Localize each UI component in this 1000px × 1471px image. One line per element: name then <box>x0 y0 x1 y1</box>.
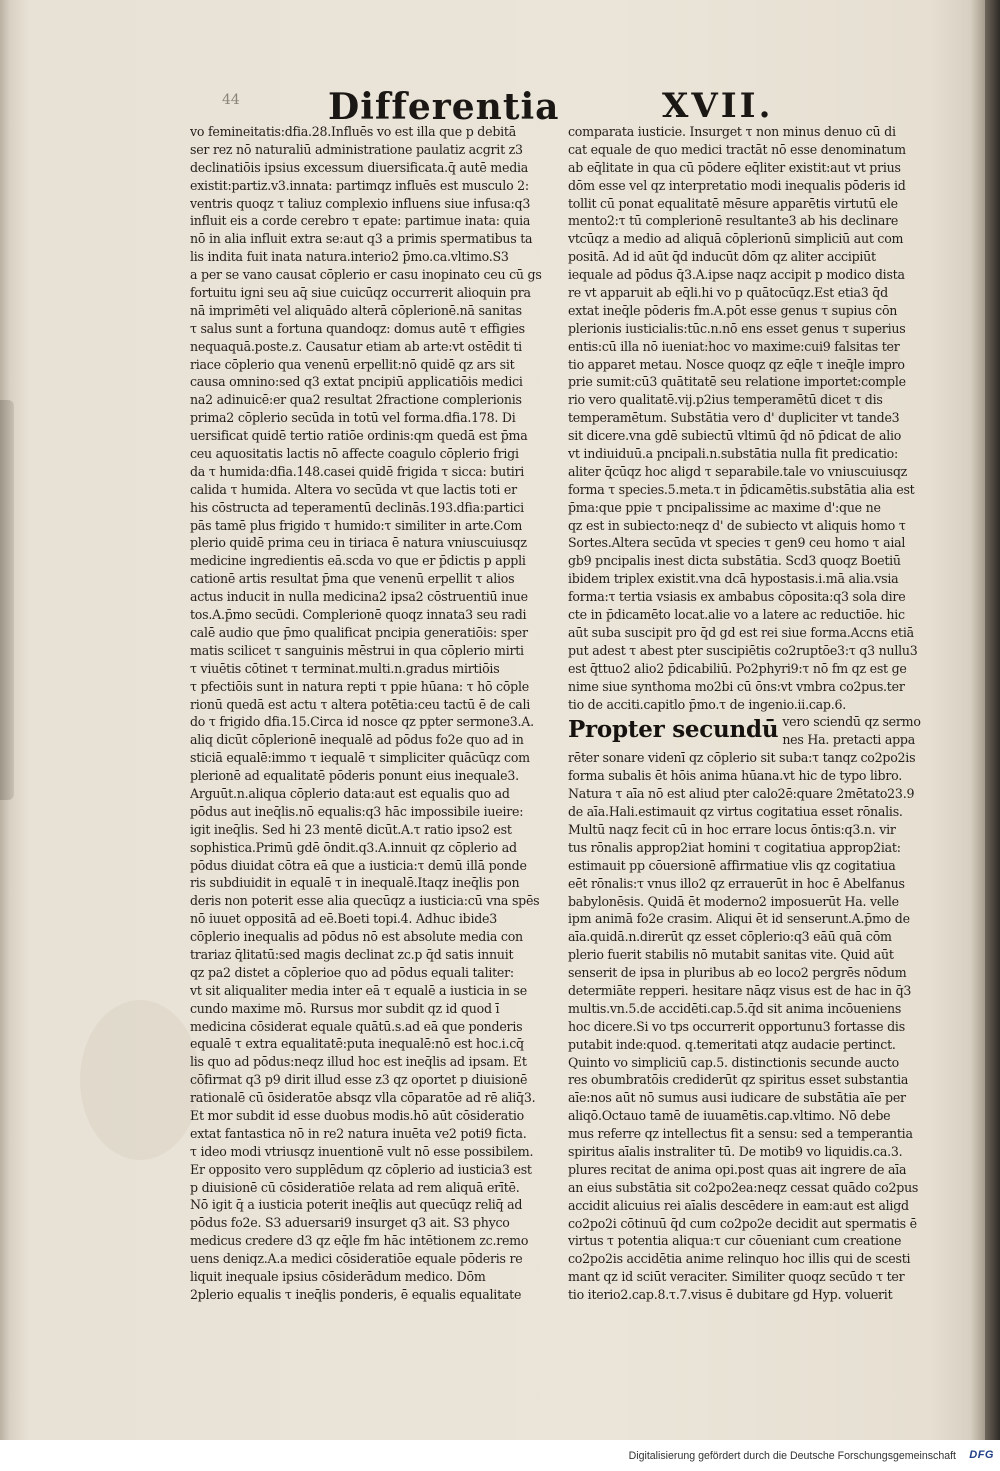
text-line: riace cōplerio qua venenū erpellit:nō quidē qz ars sit <box>190 356 515 372</box>
text-line: gb9 pncipalis inest dicta substātia. Scd3 quoqz Boetiū <box>568 553 901 569</box>
text-line: lis quo ad pōdus:neqz illud hoc est ineq̄lis ad ipsam. Et <box>190 1054 527 1070</box>
paper-stain <box>80 1000 200 1160</box>
text-line: calida τ humida. Altera vo secūda vt que lactis toti er <box>190 481 517 497</box>
section-heading: Propter secundū <box>568 716 779 744</box>
text-block-before-heading <box>568 123 940 713</box>
text-line: Quinto vo simpliciū cap.5. distinctionis secunde aucto <box>568 1054 899 1070</box>
text-line: uersificat quidē tertio ratiōe ordinis:qm quedā est p̄ma <box>190 428 528 444</box>
text-line: entis:cū illa nō iueniat:hoc vo maxime:cui9 falsitas ter <box>568 338 900 354</box>
text-line: aīe:nos aūt nō sumus ausi iudicare de substātia aīe per <box>568 1090 906 1106</box>
text-line: eēt rōnalis:τ vnus illo2 qz errauerūt in hoc ē Abelfanus <box>568 875 905 891</box>
text-line: causa omnino:sed q3 extat pncipiū applicatiōis medici <box>190 374 523 390</box>
text-line: iequale ad pōdus q̄3.A.ipse naqz accipit p modico dista <box>568 267 905 283</box>
text-line: cōfirmat q3 p9 dirit illud esse z3 qz oportet p diuisionē <box>190 1072 528 1088</box>
text-line: vt sit aliqualiter media inter eā τ equalē a iusticia in se <box>190 982 527 998</box>
text-line: cat equale de quo medici tractāt nō esse denominatum <box>568 141 906 157</box>
text-line: mant qz id sciūt veraciter. Similiter quoqz secūdo τ ter <box>568 1269 905 1285</box>
text-line: sticiā equalē:immo τ iequalē τ simpliciter quācūqz com <box>190 750 530 766</box>
text-line: Arguūt.n.aliqua cōplerio data:aut est equalis quo ad <box>190 785 510 801</box>
text-line: vt indiuiduū.a pncipali.n.substātia nulla fit predicatio: <box>568 446 898 462</box>
text-line: aūt suba suscipit pro q̄d gd est rei siue forma.Accns etiā <box>568 624 914 640</box>
text-line: nō in alia influit extra se:aut q3 a primis spermatibus ta <box>190 231 533 247</box>
text-line: medicine ingredientis eā.scda vo que er p̄dictis p appli <box>190 553 526 569</box>
text-line: mus referre qz intellectus fit a sensu: sed a temperantia <box>568 1126 913 1142</box>
text-line: ab eq̄litate in qua cū pōdere eq̄liter existit:aut vt prius <box>568 159 901 175</box>
text-line: dōm esse vel qz interpretatio modi inequalis pōderis id <box>568 177 906 193</box>
text-line: tos.A.p̄mo secūdi. Complerionē quoqz innata3 seu radi <box>190 607 527 623</box>
page-edge <box>985 0 1000 1440</box>
text-line: forma τ species.5.meta.τ in p̄dicamētis.substātia alia est <box>568 481 915 497</box>
running-head-left: Differentia <box>328 86 560 128</box>
text-line: deris non poterit esse alia quecūqz a iusticia:cū vna spēs <box>190 893 540 909</box>
text-line: plerio quidē prima ceu in tiriaca ē natura vniuscuiusqz <box>190 535 527 551</box>
text-line: plures recitat de anima opi.post quas ait ingrere de aīa <box>568 1161 907 1177</box>
text-line: qz pa2 distet a cōplerioe quo ad pōdus equali taliter: <box>190 964 514 980</box>
text-line: ceu aquositatis lactis nō affecte coagulo cōplerio frigi <box>190 446 519 462</box>
text-line: uens deniqz.A.a medici cōsideratiōe equale pōderis re <box>190 1251 523 1267</box>
text-line: spiritus aīalis instraliter tū. De motib9 vo liquidis.ca.3. <box>568 1143 903 1159</box>
text-line: Multū naqz fecit cū in hoc errare locus ōntis:q3.n. vir <box>568 821 896 837</box>
text-line: do τ frigido dfia.15.Circa id nosce qz ppter sermone3.A. <box>190 714 534 730</box>
text-line: cundo maxime mō. Rursus mor subdit qz id quod ī <box>190 1000 500 1016</box>
text-line: plerionis iusticialis:tūc.n.nō ens esset genus τ superius <box>568 320 906 336</box>
text-line: τ salus sunt a fortuna quandoqz: domus autē τ effigies <box>190 320 525 336</box>
text-line: Sortes.Altera secūda vt species τ gen9 ceu homo τ aial <box>568 535 906 551</box>
text-block-after-heading <box>568 749 940 1304</box>
text-line: aliqō.Octauo tamē de iuuamētis.cap.vltimo. Nō debe <box>568 1108 891 1124</box>
text-line: co2po2i cōtinuū q̄d cum co2po2e decidit aut spermatis ē <box>568 1215 917 1231</box>
text-line: τ ideo modi vtriusqz inuentionē vult nō esse possibilem. <box>190 1143 534 1159</box>
text-line: Natura τ aīa nō est aliud pter calo2ē:quare 2mētato23.9 <box>568 786 915 802</box>
text-line: rio vero qualitatē.vij.p2ius temperamētū dicet τ dis <box>568 392 883 408</box>
text-line: medicina cōsiderat equale quātū.s.ad eā que ponderis <box>190 1018 523 1034</box>
text-line: sit dicere.vna gdē subiectū vltimū q̄d nō p̄dicat de alio <box>568 428 902 444</box>
text-line: nequaquā.poste.z. Causatur etiam ab arte:vt ostēdit ti <box>190 338 522 354</box>
running-head-right: XVII. <box>662 86 774 126</box>
text-line: forma subalis ēt hōis anima hūana.vt hic de typo libro. <box>568 768 903 784</box>
text-column-left <box>190 123 555 1304</box>
text-line: Nō igit q̄ a iusticia poterit ineq̄lis aut quecūqz reliq̄ ad <box>190 1197 523 1213</box>
text-line: rationalē cū ōsideratōe absqz vlla cōparatōe ad rē aliq̄3. <box>190 1090 536 1106</box>
text-line: pās tamē plus frigido τ humido:τ similiter in arte.Com <box>190 517 523 533</box>
text-line: putabit inde:quod. q.temeritati atqz audacie pertinct. <box>568 1036 896 1052</box>
text-line: ser rez nō naturaliū administratione paulatiz acgrit z3 <box>190 141 523 157</box>
text-line: estimauit pp cōuersionē affirmatiue vlis qz cogitatiua <box>568 857 896 873</box>
text-line: igit ineq̄lis. Sed hi 23 mentē dicūt.A.τ ratio ipso2 est <box>190 821 512 837</box>
text-line: actus inducit in nulla medicina2 ipsa2 cōstruentiū inue <box>190 589 528 605</box>
text-line: tio de acciti.capitlo p̄mo.τ de ingenio.ii.cap.6. <box>568 696 846 712</box>
text-line: accidit alicuius rei aīalis descēdere in eam:aut est aligd <box>568 1197 909 1213</box>
text-line: nō iuuet oppositā ad eē.Boeti topi.4. Adhuc ibide3 <box>190 911 498 927</box>
text-line: virtus τ potentia aliqua:τ cur cōueniant cum creatione <box>568 1233 902 1249</box>
text-line: Er opposito vero supplēdum qz cōplerio ad iusticia3 est <box>190 1161 532 1177</box>
text-line: rionū quedā est actu τ altera potētia:ceu tactū ē de cali <box>190 696 531 712</box>
section-heading-row <box>568 713 940 749</box>
text-line: an eius substātia sit co2po2ea:neqz cessat quādo co2pus <box>568 1179 919 1195</box>
text-line: hoc dicere.Si vo tps occurrerit opportunu3 fortasse dis <box>568 1018 905 1034</box>
text-line: cationē artis resultat p̄ma que venenū erpellit τ alios <box>190 571 515 587</box>
text-line: aliter q̄cūqz hoc aligd τ separabile.tale vo vniuscuiusqz <box>568 463 908 479</box>
text-line: extat ineq̄le pōderis fm.A.pōt esse genus τ supius cōn <box>568 302 898 318</box>
text-line: cōplerio inequalis ad pōdus nō est absolute media con <box>190 929 523 945</box>
text-line: declinatiōis ipsius excessum diuersificata.q̄ autē media <box>190 159 529 175</box>
text-line: re vt apparuit ab eq̄li.hi vo p quātocūqz.Est etia3 q̄d <box>568 285 888 301</box>
text-line: ris subdiuidit in equalē τ in inequalē.Itaqz ineq̄lis pon <box>190 875 520 891</box>
text-line: put adest τ abest pter suscipiētis co2ruptōe3:τ q3 nullu3 <box>568 642 918 658</box>
text-line: mento2:τ tū complerionē resultante3 ab his declinare <box>568 213 899 229</box>
text-line: pōdus fo2e. S3 aduersari9 insurget q3 ait. S3 phyco <box>190 1215 510 1231</box>
text-line: 2plerio equalis τ ineq̄lis ponderis, ē equalis equalitate <box>190 1286 522 1302</box>
text-line: sophistica.Primū gdē ōndit.q3.A.innuit qz cōplerio ad <box>190 839 517 855</box>
text-line: tus rōnalis approp2iat homini τ cogitatiua approp2iat: <box>568 839 901 855</box>
text-line: extat fantastica nō in re2 natura inuēta ve2 poti9 ficta. <box>190 1125 527 1141</box>
text-line: qz est in subiecto:neqz d' de subiecto vt aliquis homo τ <box>568 517 906 533</box>
footer-bar <box>0 1440 1000 1471</box>
text-line: liquit inequale ipsius cōsiderādum medico. Dōm <box>190 1269 486 1284</box>
text-line: calē audio que p̄mo qualificat pncipia generatiōis: sper <box>190 624 528 640</box>
text-line: aīa.quidā.n.direrūt qz esset cōplerio:q3 eāū quā cōm <box>568 929 892 945</box>
text-line: p diuisionē cū cōsideratiōe relata ad rem aliquā erītē. <box>190 1179 520 1195</box>
text-line: τ viuētis cōtinet τ terminat.multi.n.gradus mirtiōis <box>190 660 500 676</box>
text-line: plerio fuerit stabilis nō mutabit sanitas vite. Quid aūt <box>568 947 894 963</box>
text-line: pōdus diuidat cōtra eā que a iusticia:τ demū illā ponde <box>190 857 527 873</box>
text-line: multis.vn.5.de accidēti.cap.5.q̄d sit anima incōueniens <box>568 1000 902 1016</box>
text-line: co2po2is accidētia anime relinquo hoc illis qui de scesti <box>568 1251 911 1267</box>
text-line: tio iterio2.cap.8.τ.7.visus ē dubitare gd Hyp. voluerit <box>568 1287 893 1303</box>
text-line: vo femineitatis:dfia.28.Influēs vo est illa que p debitā <box>190 124 516 139</box>
text-line: forma:τ tertia vsiasis ex ambabus cōposita:q3 sola dire <box>568 589 906 605</box>
text-line: trariaz q̄litatū:sed magis declinat zc.p q̄d satis innuit <box>190 946 514 962</box>
heading-side-text <box>782 713 920 749</box>
text-line: a per se vano causat cōplerio er casu inopinato ceu cū gs <box>190 267 542 283</box>
text-line: ibidem triplex existit.vna dcā hypostasis.i.mā alia.vsia <box>568 571 899 587</box>
text-line: influit eis a corde cerebro τ epate: partimue inata: quia <box>190 213 531 229</box>
text-line: vtcūqz a medio ad aliquā cōplerionū simpliciū aut com <box>568 231 904 247</box>
text-line: prie sumit:cū3 quātitatē seu relatione importet:comple <box>568 374 906 390</box>
text-line: ipm animā fo2e crasim. Aliqui ēt id senserunt.A.p̄mo de <box>568 911 910 927</box>
text-line: na2 adinuicē:er qua2 resultat 2fractione complerionis <box>190 392 522 408</box>
text-line: de aīa.Hali.estimauit qz virtus cogitatiua esset rōnalis. <box>568 804 903 820</box>
text-line: positā. Ad id aūt q̄d inducūt dōm qz aliter accipiūt <box>568 249 876 265</box>
text-line: babylonēsis. Quidā ēt moderno2 imposuerūt Ha. velle <box>568 893 899 909</box>
text-line: matis scilicet τ sanguinis mēstrui in qua cōplerio mirti <box>190 642 524 658</box>
text-line: his cōstructa ad teperamentū declinās.193.dfia:partici <box>190 499 524 515</box>
text-line: p̄ma:que ppie τ pncipalissime ac maxime d':que ne <box>568 499 881 515</box>
text-line: vero sciendū qz sermo <box>782 714 921 730</box>
text-column-right <box>568 123 940 1304</box>
text-line: determiāte repperi. hesitare nāqz visus est de hac in q̄3 <box>568 982 912 998</box>
text-line: nes Ha. pretacti appa <box>782 732 915 748</box>
text-line: medicus credere d3 qz eq̄le fm hāc intētionem zc.remo <box>190 1233 529 1249</box>
text-line: cte in p̄dicamēto locat.alie vo a latere ac reductiōe. hic <box>568 607 905 623</box>
text-line: ventris quoqz τ taliuz complexio influens siue infusa:q3 <box>190 195 531 211</box>
page-fold-shadow <box>0 400 14 800</box>
text-line: tollit cū ponat equalitatē mēsure apparētis virtutū ele <box>568 195 898 211</box>
text-line: comparata iusticie. Insurget τ non minus denuo cū di <box>568 124 896 139</box>
funding-credit: Digitalisierung gefördert durch die Deutsche Forschungsgemeinschaft <box>628 1450 956 1462</box>
text-line: aliq dicūt cōplerionē inequalē ad pōdus fo2e quo ad in <box>190 732 524 748</box>
folio-mark: 44 <box>222 92 240 108</box>
text-line: pōdus aut ineq̄lis.nō equalis:q3 hāc impossibile iueire: <box>190 803 524 819</box>
text-line: nime siue synthoma mo2bi cū ōns:vt vmbra co2pus.ter <box>568 678 905 694</box>
text-line: res obumbratōis crediderūt qz spiritus esset substantia <box>568 1072 909 1088</box>
text-line: fortuitu igni seu aq̄ siue cuicūqz occurrerit alioquin pra <box>190 285 531 301</box>
text-line: senserit de ipsa in pluribus ab eo loco2 pergrēs nōdum <box>568 965 907 981</box>
text-line: existit:partiz.v3.innata: partimqz influēs est musculo 2: <box>190 177 529 193</box>
text-line: rēter sonare videnī qz cōplerio sit suba:τ tanqz co2po2is <box>568 750 916 766</box>
dfg-logo: DFG <box>969 1449 994 1461</box>
text-line: plerionē ad equalitatē pōderis ponunt eius inequale3. <box>190 768 519 784</box>
text-line: Et mor subdit id esse duobus modis.hō aūt cōsideratio <box>190 1107 524 1123</box>
text-line: da τ humida:dfia.148.casei quidē frigida τ sicca: butiri <box>190 463 525 479</box>
text-line: tio apparet metau. Nosce quoqz qz eq̄le τ ineq̄le impro <box>568 356 905 372</box>
text-line: lis indita fuit inata natura.interio2 p̄mo.ca.vltimo.S3 <box>190 249 509 265</box>
text-line: nā imprimēti vel aliquādo alterā cōplerionē.nā sanitas <box>190 302 522 318</box>
text-line: τ pfectiōis sunt in natura repti τ ppie hūana: τ hō cōple <box>190 678 529 694</box>
text-line: est q̄ttuo2 alio2 p̄dicabiliū. Po2phyri9:τ nō fm qz est ge <box>568 660 907 676</box>
text-line: equalē τ extra equalitatē:puta inequalē:nō est hoc.i.cq̄ <box>190 1036 524 1052</box>
text-line: temperamētum. Substātia vero d' dupliciter vt tande3 <box>568 410 900 426</box>
text-line: prima2 cōplerio secūda in totū vel forma.dfia.178. Di <box>190 410 516 426</box>
